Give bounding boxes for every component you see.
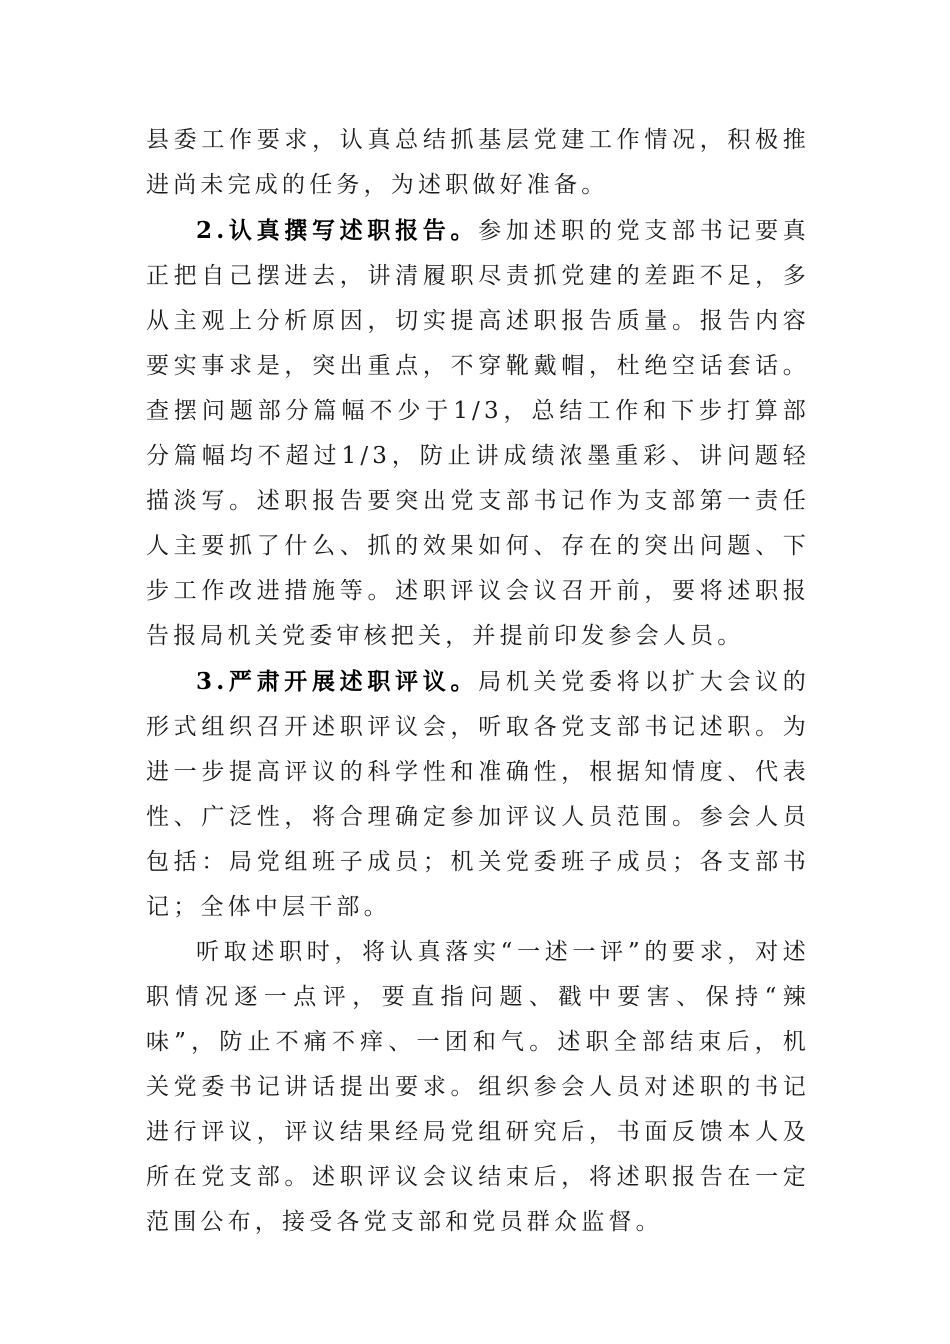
- paragraph-review-meeting: [146, 659, 810, 930]
- paragraph-text: 参加述职的党支部书记要真正把自己摆进去，讲清履职尽责抓党建的差距不足，多从主观上分析原因，切实提高述职报告质量。报告内容要实事求是，突出重点，不穿靴戴帽，杜绝空话套话。查摆问题部分篇幅不少于1/3，总结工作和下步打算部分篇幅均不超过1/3，防止讲成绩浓墨重彩、讲问题轻描淡写。述职报告要突出党支部书记作为支部第一责任人主要抓了什么、抓的效果如何、存在的突出问题、下步工作改进措施等。述职评议会议召开前，要将述职报告报局机关党委审核把关，并提前印发参会人员。: [146, 218, 810, 649]
- paragraph-text: 听取述职时，将认真落实“一述一评”的要求，对述职情况逐一点评，要直指问题、戳中要害、保持“辣味”，防止不痛不痒、一团和气。述职全部结束后，机关党委书记讲话提出要求。组织参会人员对述职的书记进行评议，评议结果经局党组研究后，书面反馈本人及所在党支部。述职评议会议结束后，将述职报告在一定范围公布，接受各党支部和党员群众监督。: [146, 939, 810, 1235]
- paragraph-heading: 2.认真撰写述职报告。: [196, 217, 479, 244]
- paragraph-heading: 3.严肃开展述职评议。: [196, 668, 479, 695]
- document-body: [146, 118, 810, 1245]
- paragraph-continuation: [146, 118, 810, 208]
- paragraph-text: 局机关党委将以扩大会议的形式组织召开述职评议会，听取各党支部书记述职。为进一步提高评议的科学性和准确性，根据知情度、代表性、广泛性，将合理确定参加评议人员范围。参会人员包括：局党组班子成员；机关党委班子成员；各支部书记；全体中层干部。: [146, 669, 810, 920]
- paragraph-text: 县委工作要求，认真总结抓基层党建工作情况，积极推进尚未完成的任务，为述职做好准备。: [146, 127, 810, 198]
- paragraph-review-process: [146, 930, 810, 1245]
- paragraph-report-writing: [146, 208, 810, 659]
